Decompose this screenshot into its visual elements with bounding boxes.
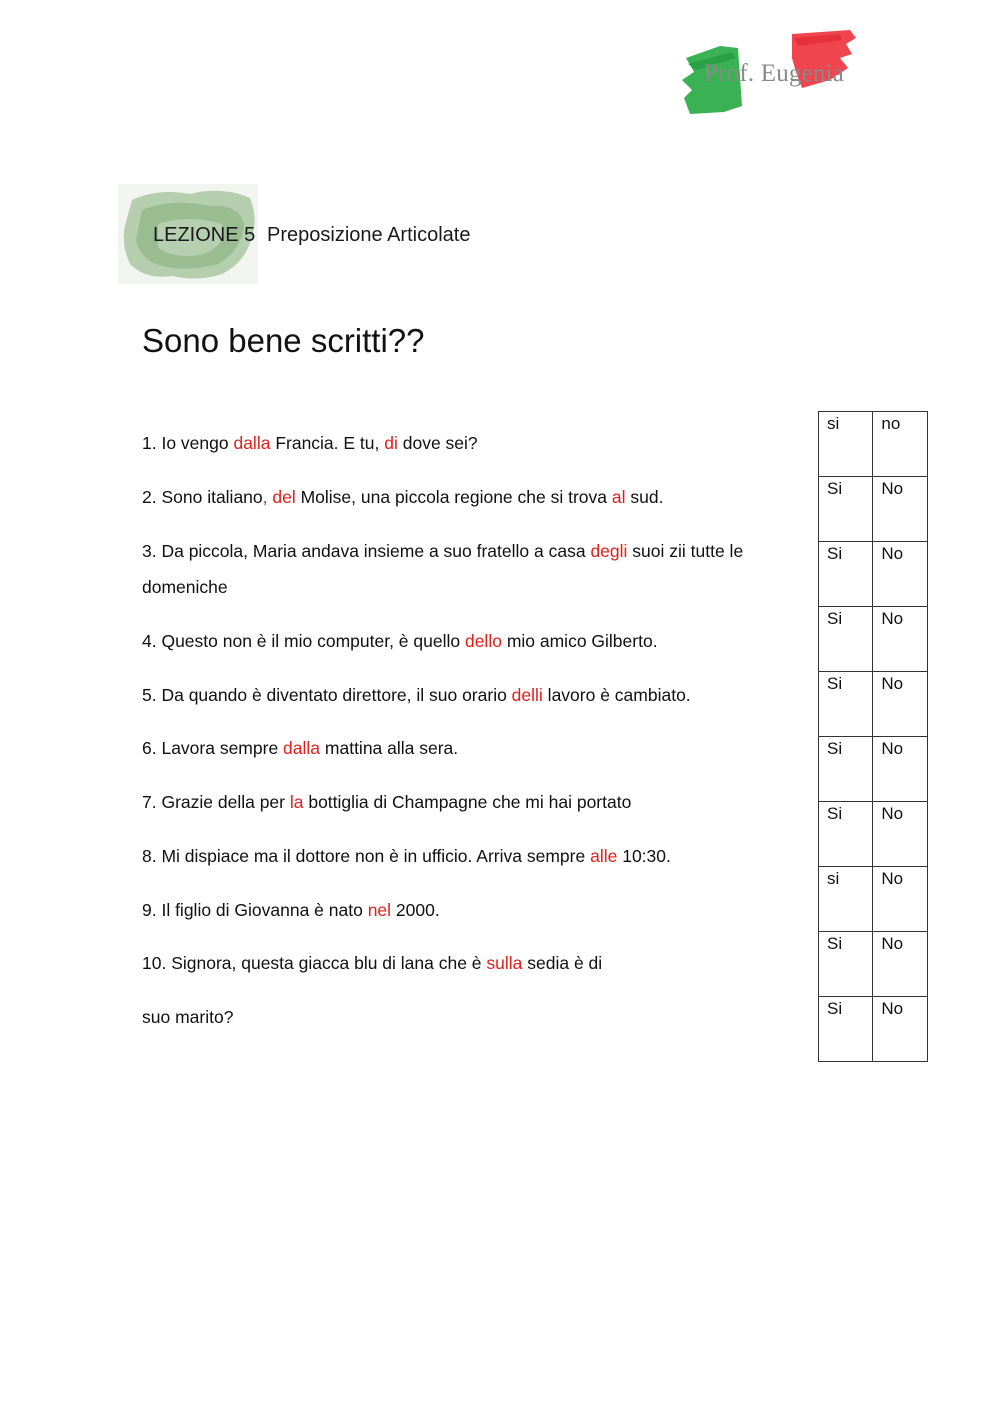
question-4	[142, 631, 802, 652]
answer-no-cell[interactable]: No	[873, 802, 928, 867]
question-10	[142, 953, 802, 974]
question-7	[142, 792, 802, 813]
answer-row	[819, 867, 928, 932]
answer-grid	[818, 411, 928, 1062]
answer-no-cell[interactable]: No	[873, 867, 928, 932]
question-6	[142, 738, 802, 759]
author-name: Prof. Eugenia	[704, 60, 845, 87]
preposition-highlight: dalla	[283, 738, 321, 758]
page-title: Sono bene scritti??	[142, 322, 425, 359]
question-text: Molise, una piccola regione che si trova	[295, 487, 612, 507]
answer-yes-cell[interactable]: Si	[819, 672, 873, 737]
preposition-highlight: degli	[590, 541, 628, 561]
question-8	[142, 846, 802, 867]
question-text: sud.	[625, 487, 664, 507]
question-text: 2. Sono italiano	[142, 487, 263, 507]
answer-no-cell[interactable]: no	[873, 412, 928, 477]
preposition-highlight: alle	[590, 846, 618, 866]
answer-yes-cell[interactable]: si	[819, 412, 873, 477]
question-text: 4. Questo non è il mio computer, è quello	[142, 631, 465, 651]
preposition-highlight: la	[289, 792, 304, 812]
question-text: Francia. E tu,	[270, 433, 385, 453]
answer-row	[819, 607, 928, 672]
preposition-highlight: , del	[262, 487, 296, 507]
answer-yes-cell[interactable]: si	[819, 867, 873, 932]
preposition-highlight: nel	[367, 900, 392, 920]
question-1	[142, 433, 802, 454]
question-text: 10:30.	[617, 846, 671, 866]
question-3-continuation	[142, 577, 802, 598]
question-text: lavoro è cambiato.	[542, 685, 691, 705]
question-10-continuation	[142, 1007, 802, 1028]
answer-yes-cell[interactable]: Si	[819, 542, 873, 607]
answer-no-cell[interactable]: No	[873, 672, 928, 737]
answer-row	[819, 802, 928, 867]
preposition-highlight: delli	[511, 685, 543, 705]
answer-row	[819, 737, 928, 802]
author-logo	[680, 28, 870, 118]
answer-row	[819, 542, 928, 607]
answer-yes-cell[interactable]: Si	[819, 932, 873, 997]
lesson-number: LEZIONE 5	[153, 224, 256, 246]
question-text: 1. Io vengo	[142, 433, 234, 453]
question-5	[142, 685, 802, 706]
question-text: mio amico Gilberto.	[501, 631, 658, 651]
answer-yes-cell[interactable]: Si	[819, 607, 873, 672]
answer-yes-cell[interactable]: Si	[819, 737, 873, 802]
question-text: 9. Il figlio di Giovanna è nato	[142, 900, 368, 920]
answer-no-cell[interactable]: No	[873, 542, 928, 607]
answer-no-cell[interactable]: No	[873, 737, 928, 802]
question-text: dove sei?	[397, 433, 478, 453]
answer-row	[819, 997, 928, 1062]
question-text: 7. Grazie della per	[142, 792, 290, 812]
question-text: 10. Signora, questa giacca blu di lana che è	[142, 953, 487, 973]
preposition-highlight: dello	[464, 631, 502, 651]
question-text: mattina alla sera.	[320, 738, 459, 758]
question-text: 3. Da piccola, Maria andava insieme a suo fratello a casa	[142, 541, 591, 561]
question-text: 5. Da quando è diventato direttore, il suo orario	[142, 685, 512, 705]
answer-no-cell[interactable]: No	[873, 997, 928, 1062]
question-3	[142, 541, 802, 562]
question-9	[142, 900, 802, 921]
answer-yes-cell[interactable]: Si	[819, 802, 873, 867]
lesson-header	[118, 184, 518, 284]
question-2	[142, 487, 802, 508]
lesson-title: Preposizione Articolate	[267, 224, 471, 246]
answer-yes-cell[interactable]: Si	[819, 477, 873, 542]
answer-no-cell[interactable]: No	[873, 607, 928, 672]
answer-row	[819, 672, 928, 737]
answer-row	[819, 477, 928, 542]
preposition-highlight: di	[384, 433, 398, 453]
question-text: 8. Mi dispiace ma il dottore non è in ufficio. Arriva sempre	[142, 846, 591, 866]
question-text: suo marito?	[142, 1007, 234, 1027]
question-text: domeniche	[142, 577, 228, 597]
question-text: 2000.	[391, 900, 440, 920]
question-text: suoi zii tutte le	[627, 541, 744, 561]
preposition-highlight: al	[611, 487, 626, 507]
answer-row	[819, 412, 928, 477]
question-text: 6. Lavora sempre	[142, 738, 284, 758]
preposition-highlight: sulla	[486, 953, 523, 973]
question-text: sedia è di	[522, 953, 603, 973]
answer-no-cell[interactable]: No	[873, 932, 928, 997]
preposition-highlight: dalla	[233, 433, 271, 453]
answer-no-cell[interactable]: No	[873, 477, 928, 542]
question-text: bottiglia di Champagne che mi hai portato	[303, 792, 632, 812]
answer-row	[819, 932, 928, 997]
answer-yes-cell[interactable]: Si	[819, 997, 873, 1062]
